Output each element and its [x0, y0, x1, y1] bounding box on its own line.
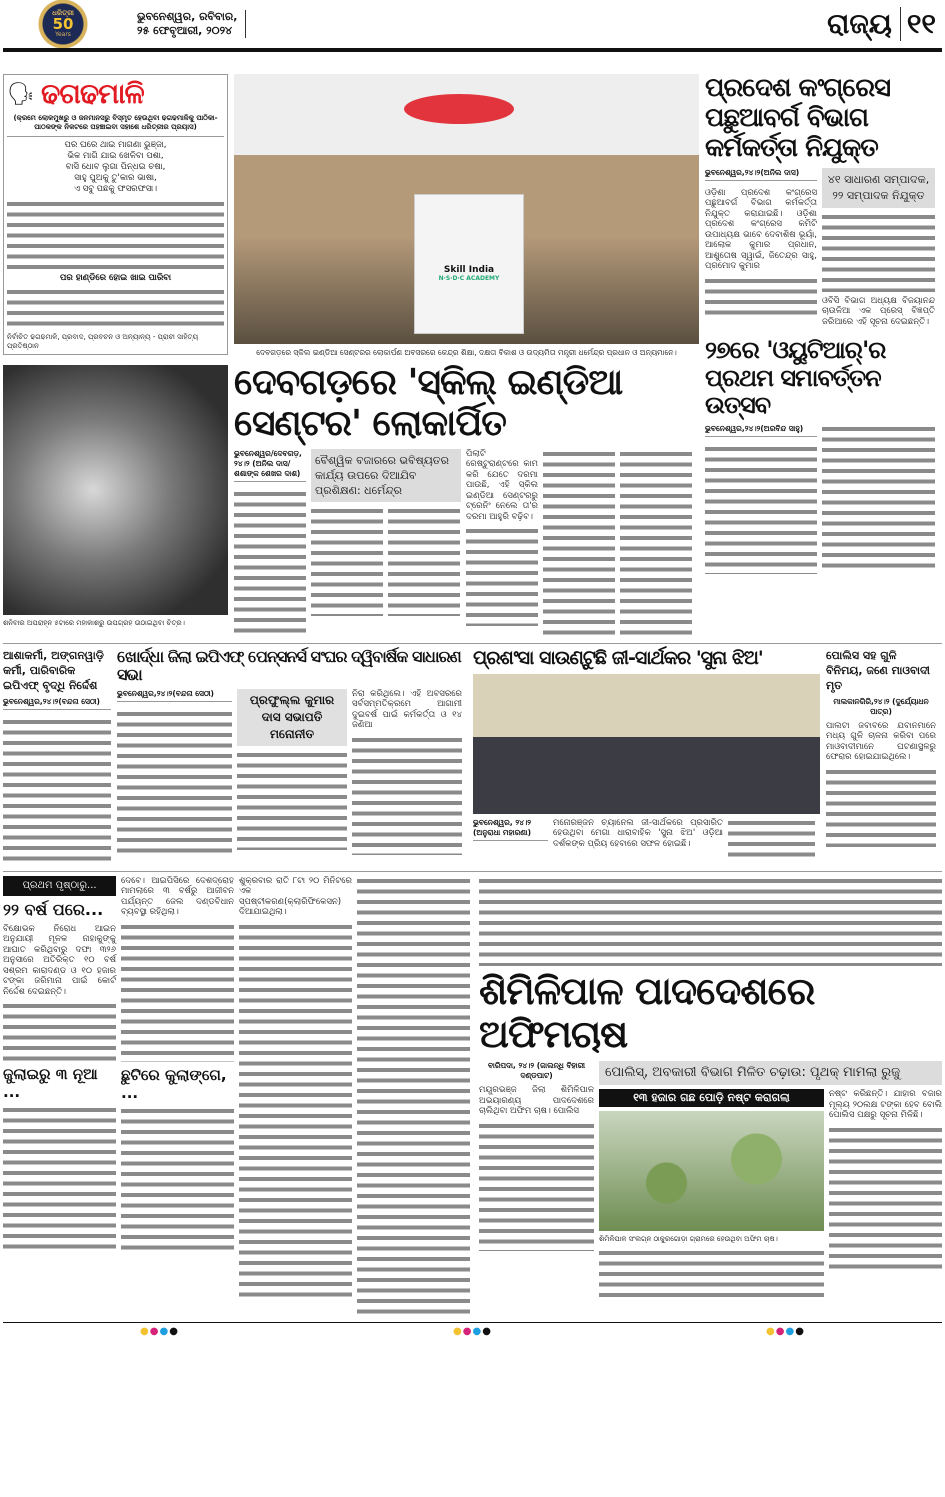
opium-photo	[599, 1111, 824, 1231]
section-title: ରାଜ୍ୟ	[827, 7, 901, 41]
khordha-box: ପ୍ରଫୁଲ୍ଲ କୁମାର ଦାସ ସଭାପତି ମନୋନୀତ	[237, 689, 347, 746]
congress-headline: ପ୍ରଦେଶ କଂଗ୍ରେସ ପଛୁଆବର୍ଗ ବିଭାଗ କର୍ମକର୍ତ୍ତା ନିଯୁକ୍ତ	[705, 73, 891, 163]
continued-label: ପ୍ରଥମ ପୃଷ୍ଠାରୁ...	[3, 876, 116, 896]
suna-headline: ପ୍ରଶଂସା ସାଉଣ୍ଟୁଛି ଜୀ-ସାର୍ଥକର 'ସୁନା ଝିଅ'	[473, 646, 763, 669]
logo: ଧରିତ୍ରୀ 50 Years	[15, 0, 111, 48]
dhaga-box: 🗣 ଢଗଢମାଳି (କ୍ରମେ ଲୋକମୁଖରୁ ଓ ଜନମାନସରୁ ବିସ୍ମୃତ ହେଉଥିବା ଢଗଢମାଳିକୁ ପାଠିକା-ପାଠକଙ୍କ ନିକଟରେ ପହଞ୍ଚାଇବା ସହାଶେ ଧରିତ୍ରୀର ପ୍ରୟାସ) ପର ଘରେ ଥାଇ ମାଗଣା ଭୁଞ୍ଜା, ଭିକ ମାଗି ଯାଇ ଖେଳିବା ପଶା, ବାସି ଧୋବ ଲୁଗା ପିନ୍ଧଇ ଚଷା, ସାହୁ ପୁଅକୁ ତୁ'କାର ଭାଷା, ଏ ସବୁ ପଛକୁ ଫସରଫସା। ପର ହାଣ୍ଡିରେ ହୋଇ ଖାଇ ପାରିବା ନିର୍ବାଚିତ ଢଗଢମାଳି, ପ୍ରବାଦ, ପ୍ରବଚନ ଓ ଅନ୍ୟାନ୍ୟ - ପ୍ରାଚୀ ସାହିତ୍ୟ ପ୍ରତିଷ୍ଠାନ	[3, 74, 228, 355]
outr-headline: ୨୭ରେ 'ଓୟୁଟିଆର୍'ର ପ୍ରଥମ ସମାବର୍ତ୍ତନ ଉତ୍ସବ	[705, 336, 886, 420]
page-number: ୧୧	[906, 7, 936, 40]
dateline-header: ଭୁବନେଶ୍ୱର, ରବିବାର, ୨୫ ଫେବୃଆରୀ, ୨୦୨୪	[117, 10, 246, 38]
asha-headline: ଆଶାକର୍ମୀ, ଅଙ୍ଗନୱାଡ଼ି କର୍ମୀ, ପାରିବାରିକ ଇପିଏଫ୍ ବୃଦ୍ଧି ନିର୍ଦ୍ଦେଶ	[3, 648, 104, 692]
color-registration-marks: ●●●● ●●●● ●●●●	[3, 1322, 942, 1337]
satellite-image	[3, 365, 228, 615]
suna-jhia-photo	[473, 674, 820, 814]
suna-body: ମନୋରଞ୍ଜନ ଚ୍ୟାନେଲ ଜୀ-ସାର୍ଥକରେ ପ୍ରସାରିତ ହେଉଥିବା ମେଗା ଧାରାବାହିକ 'ସୁନା ଝିଅ' ଓଡ଼ିଆ ଦର୍ଶକଙ୍କ ପ୍ରିୟ ହେବାରେ ସଫଳ ହୋଇଛି।	[553, 817, 723, 849]
police-headline: ପୋଲିସ ସହ ଗୁଳି ବିନିମୟ, ଜଣେ ମାଓବାଦୀ ମୃତ	[826, 648, 930, 692]
verse: ପର ଘରେ ଥାଇ ମାଗଣା ଭୁଞ୍ଜା, ଭିକ ମାଗି ଯାଇ ଖେଳିବା ପଶା, ବାସି ଧୋବ ଲୁଗା ପିନ୍ଧଇ ଚଷା, ସାହୁ ପୁଅକୁ ତୁ'କାର ଭାଷା, ଏ ସବୁ ପଛକୁ ଫସରଫସା।	[7, 136, 224, 195]
khordha-headline: ଖୋର୍ଦ୍ଧା ଜିଲା ଇପିଏଫ୍ ପେନ୍‌ସନର୍ସ ସଂଘର ଦ୍ୱିବାର୍ଷିକ ସାଧାରଣ ସଭା	[117, 646, 461, 685]
cartoon-icon: 🗣	[7, 81, 35, 107]
satellite-caption: ଶନିବାର ଅପରାହ୍ନ ୫ଟାରେ ମହାକାଶରୁ ଉପଗ୍ରହ ଉଠାଇଥିବା ଚିତ୍ର।	[3, 619, 185, 628]
congress-box: ୪୧ ସାଧାରଣ ସମ୍ପାଦକ, ୨୨ ସମ୍ପାଦକ ନିଯୁକ୍ତ	[822, 168, 935, 208]
simlipal-subhead: ପୋଲିସ୍, ଅବକାରୀ ବିଭାଗ ମିଳିତ ଚଢ଼ାଉ: ପୃଥକ୍ ମାମଲା ରୁଜୁ	[599, 1061, 942, 1085]
skill-headline: ଦେବଗଡ଼ରେ 'ସ୍କିଲ୍ ଇଣ୍ଡିଆ ସେଣ୍ଟର' ଲୋକାର୍ପିତ	[234, 362, 623, 445]
police-body: ପାଲଟା ଜବାବରେ ଯବାନମାନେ ମଧ୍ୟ ଗୁଳି ଚାଳନା କରିବା ପରେ ମାଓବାଦୀମାନେ ଘଟଣାସ୍ଥଳରୁ ଫେରାର ହୋଇଯାଇଥିଲେ।	[826, 720, 936, 763]
simlipal-banner: ୧୩ ହଜାର ଗଛ ପୋଡ଼ି ନଷ୍ଟ କରାଗଲା	[599, 1089, 824, 1107]
simlipal-headline: ଶିମିଳିପାଳ ପାଦଦେଶରେ ଅଫିମଚାଷ	[479, 968, 815, 1057]
skill-india-photo: Skill India N·S·D·C ACADEMY	[234, 74, 699, 344]
masthead	[3, 0, 942, 52]
skill-caption: ଦେବଗଡ଼ରେ ସ୍କିଲ ଇଣ୍ଡିଆ ସେଣ୍ଟରର ଲୋକାର୍ପଣ ଅବସରରେ କେନ୍ଦ୍ର ଶିକ୍ଷା, ଦକ୍ଷତା ବିକାଶ ଓ ଉଦ୍ୟମିତା ମନ୍ତ୍ରୀ ଧର୍ମେନ୍ଦ୍ର ପ୍ରଧାନ ଓ ଅନ୍ୟମାନେ।	[256, 348, 677, 357]
skill-pullquote: ବୈଶ୍ୱିକ ବଜାରରେ ଭବିଷ୍ୟତର କାର୍ଯ୍ୟ ଉପରେ ଦିଆଯିବ ପ୍ରଶିକ୍ଷଣ: ଧର୍ମେନ୍ଦ୍ର	[311, 449, 461, 502]
